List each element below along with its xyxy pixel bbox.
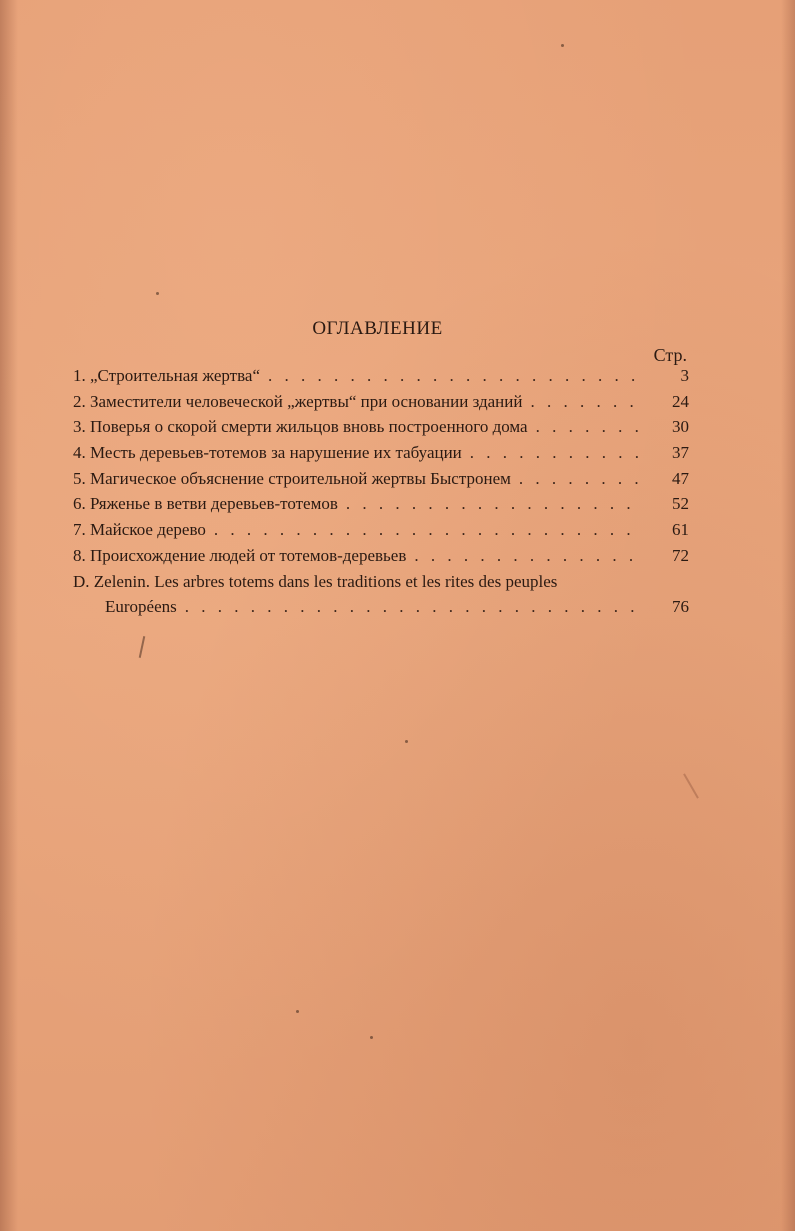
toc-entry-page: 37 <box>672 443 689 463</box>
toc-entry-title: 4. Месть деревьев-тотемов за нарушение их табуации <box>73 443 462 463</box>
paper-speck <box>405 740 408 743</box>
paper-speck <box>296 1010 299 1013</box>
pencil-mark <box>139 636 146 658</box>
toc-entry-title: 7. Майское дерево <box>73 520 206 540</box>
toc-entry-title-continued: Européens <box>105 597 177 617</box>
toc-entry <box>73 443 689 469</box>
toc-entry-page: 47 <box>672 468 689 488</box>
paper-speck <box>156 292 159 295</box>
dot-leader <box>530 392 639 412</box>
toc-entry-title: 1. „Строительная жертва“ <box>73 366 260 385</box>
page-edge-shadow-left <box>0 0 18 1231</box>
page-edge-shadow-right <box>781 0 795 1231</box>
toc-entry-page: 52 <box>672 494 689 514</box>
toc-entry-title: D. Zelenin. Les arbres totems dans les traditions et les rites des peuples <box>73 571 558 591</box>
toc-entry-page: 72 <box>672 545 689 565</box>
toc-entry <box>73 366 689 392</box>
toc-entry-first-line <box>73 572 689 598</box>
paper-scratch <box>683 773 699 798</box>
table-of-contents <box>73 366 689 623</box>
dot-leader <box>346 494 639 514</box>
toc-entry-page: 24 <box>672 391 689 411</box>
dot-leader <box>214 520 639 540</box>
toc-entry-page: 3 <box>680 366 689 385</box>
dot-leader <box>268 366 639 386</box>
dot-leader <box>185 597 639 617</box>
page-column-header: Стр. <box>653 345 687 365</box>
dot-leader <box>519 469 639 489</box>
toc-entry-page: 76 <box>672 597 689 617</box>
dot-leader <box>470 443 639 463</box>
toc-entry <box>73 494 689 520</box>
toc-entry-page: 61 <box>672 520 689 540</box>
toc-entry-title: 3. Поверья о скорой смерти жильцов вновь построенного дома <box>73 417 528 437</box>
dot-leader <box>414 546 639 566</box>
toc-entry-title: 2. Заместители человеческой „жертвы“ при основании зданий <box>73 391 523 411</box>
toc-entry-title: 6. Ряженье в ветви деревьев-тотемов <box>73 494 338 514</box>
toc-entry-title: 8. Происхождение людей от тотемов-деревьев <box>73 545 407 565</box>
paper-speck <box>561 44 564 47</box>
toc-entry <box>73 392 689 418</box>
toc-entry <box>73 546 689 572</box>
contents-title: ОГЛАВЛЕНИЕ <box>312 318 443 339</box>
toc-entry <box>73 469 689 495</box>
toc-entry-page: 30 <box>672 417 689 437</box>
toc-entry-title: 5. Магическое объяснение строительной жертвы Быстронем <box>73 468 511 488</box>
toc-entry-continuation <box>73 597 689 623</box>
dot-leader <box>536 417 639 437</box>
toc-entry <box>73 417 689 443</box>
paper-speck <box>370 1036 373 1039</box>
toc-entry <box>73 520 689 546</box>
